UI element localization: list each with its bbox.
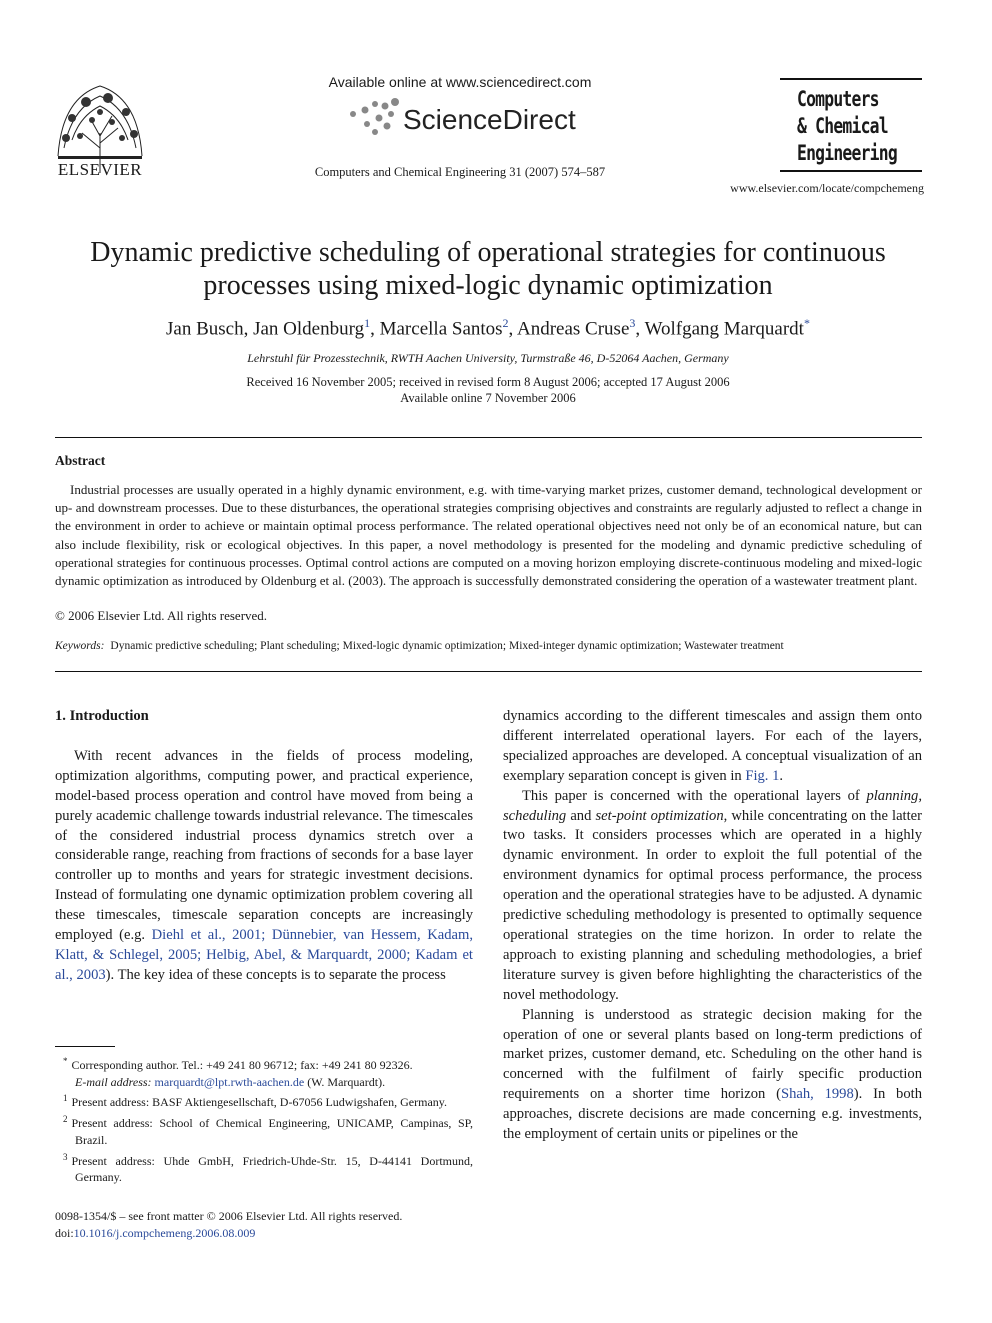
divider bbox=[55, 671, 922, 672]
footnote-text: Present address: School of Chemical Engineering, UNICAMP, Campinas, SP, Brazil. bbox=[71, 1116, 473, 1147]
paragraph-text: This paper is concerned with the operational layers of bbox=[522, 787, 867, 804]
author-name: Marcella Santos bbox=[379, 318, 503, 340]
paragraph-text: dynamics according to the different timescales and assign them onto different interrelated operational layers. For each of the layers, specialized approaches are developed. A conceptual visualization of an exemplary separation concept is given in bbox=[503, 708, 922, 784]
footnote-text: (W. Marquardt). bbox=[307, 1074, 386, 1089]
email-link[interactable]: marquardt@lpt.rwth-aachen.de bbox=[154, 1074, 305, 1089]
abstract-heading: Abstract bbox=[55, 453, 106, 468]
emphasis: planning, scheduling bbox=[503, 787, 922, 824]
section-heading: 1. Introduction bbox=[55, 708, 149, 724]
citation-link[interactable]: Shah, 1998 bbox=[780, 1086, 854, 1103]
journal-citation: Computers and Chemical Engineering 31 (2007) 574–587 bbox=[314, 165, 606, 179]
citation-link[interactable]: Diehl et al., 2001; Dünnebier, van Hessem, Kadam, Klatt, & Schlegel, 2005; Helbig, Abel, & Marquardt, 2000; Kadam et al., 2003 bbox=[55, 927, 473, 983]
author-list: Jan Busch, Jan Oldenburg$^1$, Marcella Santos$^2$, Andreas Cruse$^3$, Wolfgang Marquardt* bbox=[166, 316, 810, 340]
paragraph-text: ). The key idea of these concepts is to separate the process bbox=[105, 966, 446, 983]
author-name: Jan Busch bbox=[166, 318, 244, 340]
left-column bbox=[55, 707, 473, 986]
publisher-name: ELSEVIER bbox=[57, 160, 143, 179]
keywords-label: Keywords: bbox=[55, 640, 105, 652]
abstract-text: Industrial processes are usually operated in a highly dynamic environment, e.g. with time-varying market prizes, customer demand, technological development or up- and downstream processes. Due to these disturbances, the operational strategies comprising objectives and constraints are regularly adjusted to reflect a change in the environment in order to achieve or maintain optimal process performance. The related operational objectives need not only be of an economical nature, but can also include flexibility, risk or ecological objectives. In this paper, a novel methodology is presented for the modeling and dynamic predictive scheduling of operational strategies for continuous processes. Optimal control actions are computed on a moving horizon employing discrete-continuous modeling and mixed-logic dynamic optimization as introduced by Oldenburg et al. (2003). The approach is successfully demonstrated considering the operation of a wastewater treatment plant. bbox=[55, 482, 922, 589]
doi-line bbox=[55, 1225, 473, 1242]
journal-logo bbox=[797, 86, 898, 167]
divider bbox=[55, 437, 922, 438]
figure-link[interactable]: Fig. 1 bbox=[745, 767, 780, 784]
author-name: Andreas Cruse bbox=[517, 318, 630, 340]
footnote-mark: 3 bbox=[63, 1151, 68, 1162]
footnote-mark: 1 bbox=[63, 1093, 68, 1104]
emphasis: set-point optimization bbox=[595, 807, 724, 824]
available-date: Available online 7 November 2006 bbox=[400, 391, 576, 405]
paragraph-text: and bbox=[566, 807, 596, 824]
author-footnote-mark[interactable]: 3 bbox=[629, 316, 636, 330]
doi-link[interactable]: 10.1016/j.compchemeng.2006.08.009 bbox=[73, 1225, 256, 1240]
footnote bbox=[55, 1111, 473, 1148]
journal-logo-line: Computers bbox=[797, 87, 879, 111]
article-title: Dynamic predictive scheduling of operational strategies for continuous processes using mixed-logic dynamic optimization bbox=[90, 237, 886, 301]
footnote-mark: * bbox=[63, 1056, 68, 1066]
author-footnote-mark[interactable]: * bbox=[803, 316, 810, 330]
journal-logo-line: Engineering bbox=[797, 141, 897, 165]
author-name: Jan Oldenburg bbox=[253, 318, 365, 340]
footnote-text: Present address: BASF Aktiengesellschaft, D-67056 Ludwigshafen, Germany. bbox=[71, 1095, 447, 1110]
affiliation: Lehrstuhl für Prozesstechnik, RWTH Aachen University, Turmstraße 46, D-52064 Aachen, Germany bbox=[247, 351, 729, 365]
footnote bbox=[55, 1053, 473, 1074]
author-footnote-mark[interactable]: 2 bbox=[502, 316, 509, 330]
email-label: E-mail address: bbox=[75, 1074, 152, 1089]
sciencedirect-logo bbox=[345, 96, 595, 140]
front-matter bbox=[55, 1208, 473, 1241]
keywords-list: Dynamic predictive scheduling; Plant scheduling; Mixed-logic dynamic optimization; Mixed-integer dynamic optimization; Wastewater treatment bbox=[110, 640, 784, 652]
author-footnote-mark[interactable]: 1 bbox=[364, 316, 371, 330]
footnote bbox=[55, 1149, 473, 1186]
abstract-copyright: © 2006 Elsevier Ltd. All rights reserved. bbox=[55, 608, 268, 623]
right-column bbox=[503, 707, 922, 1145]
journal-url[interactable]: www.elsevier.com/locate/compchemeng bbox=[730, 181, 924, 195]
footnotes bbox=[55, 1053, 473, 1186]
issn-line: 0098-1354/$ – see front matter © 2006 Elsevier Ltd. All rights reserved. bbox=[55, 1209, 403, 1223]
paragraph bbox=[503, 787, 922, 1006]
article-dates bbox=[60, 374, 916, 406]
sciencedirect-dots-icon bbox=[345, 96, 405, 140]
sciencedirect-wordmark: ScienceDirect bbox=[403, 104, 576, 135]
received-dates: Received 16 November 2005; received in revised form 8 August 2006; accepted 17 August 2006 bbox=[246, 375, 730, 389]
available-online-text: Available online at www.sciencedirect.com bbox=[328, 74, 592, 90]
footnote bbox=[55, 1090, 473, 1111]
keywords bbox=[55, 640, 922, 652]
footnote-mark: 2 bbox=[63, 1114, 68, 1125]
paragraph-text: With recent advances in the fields of process modeling, optimization algorithms, computing power, and practical experience, model-based process operation and control have moved from being a purely academic challenge towards industrial relevance. The timescales of the considered industrial process dynamics stretch over a considerable range, reaching from fractions of seconds for a base layer controller up to months and years for strategic investment decisions. Instead of formulating one dynamic optimization problem covering all these timescales, timescale separation concepts are increasingly employed (e.g. bbox=[55, 747, 473, 944]
author-name: Wolfgang Marquardt bbox=[644, 318, 804, 340]
footnote-divider bbox=[55, 1046, 115, 1047]
paragraph-text: . bbox=[779, 767, 784, 784]
journal-logo-line: & Chemical bbox=[797, 114, 888, 138]
footnote-text: Corresponding author. Tel.: +49 241 80 96712; fax: +49 241 80 92326. bbox=[71, 1058, 413, 1072]
paragraph-text: ). In both approaches, discrete decisions are made concerning e.g. investments, the employment of certain units or pipelines or the bbox=[503, 1086, 922, 1143]
doi-label: doi: bbox=[55, 1225, 74, 1240]
footnote-text: Present address: Uhde GmbH, Friedrich-Uhde-Str. 15, D-44141 Dortmund, Germany. bbox=[71, 1153, 473, 1185]
paragraph-text: Planning is understood as strategic decision making for the operation of one or several plants based on long-term predictions of market prizes, customer demand, etc. Scheduling on the other hand is concerned with the fulfilment of fairly specific production requirements on a shorter time horizon ( bbox=[503, 1006, 922, 1103]
footnote bbox=[55, 1074, 473, 1091]
paragraph bbox=[503, 1006, 922, 1145]
paragraph bbox=[503, 707, 922, 787]
paragraph bbox=[55, 747, 473, 986]
paragraph-text: , while concentrating on the latter two tasks. It considers processes which are operated in a highly dynamic environment. In order to exploit the full potential of the environment dynamics for optimal process performance, the process operation and the operational strategies have to be adjusted. A dynamic predictive scheduling methodology is presented to optimally sequence operational strategies on the time horizon. In order to relate the approach to existing planning and scheduling methodologies, a brief literature survey is given before highlighting the characteristics of the novel methodology. bbox=[503, 807, 922, 1003]
